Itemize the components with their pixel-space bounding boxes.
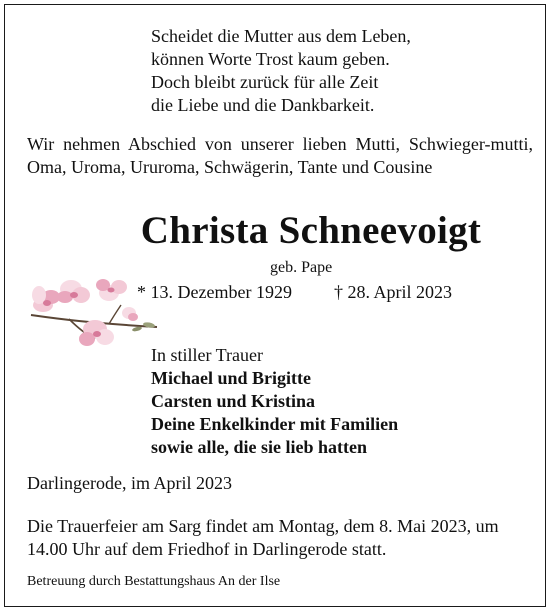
poem (151, 25, 411, 117)
obituary-frame (4, 4, 546, 607)
poem-line: Doch bleibt zurück für alle Zeit (151, 72, 379, 92)
mourners (151, 344, 398, 459)
life-dates (137, 281, 452, 304)
birth-date: * 13. Dezember 1929 (137, 282, 292, 302)
maiden-name: geb. Pape (270, 259, 333, 276)
mourners-intro: In stiller Trauer (151, 345, 263, 365)
poem-line: können Worte Trost kaum geben. (151, 49, 390, 69)
mourner-line: Deine Enkelkinder mit Familien (151, 414, 399, 434)
magnolia-blossom-icon (29, 267, 164, 352)
mourner-line: Carsten und Kristina (151, 391, 316, 411)
place-date: Darlingerode, im April 2023 (27, 473, 232, 493)
farewell-intro: Wir nehmen Abschied von unserer lieben Mutti, Schwieger-mutti, Oma, Uroma, Ururoma, Schwägerin, Tante und Cousine (27, 134, 533, 177)
poem-line: Scheidet die Mutter aus dem Leben, (151, 26, 411, 46)
funeral-service-info: Die Trauerfeier am Sarg findet am Montag, dem 8. Mai 2023, um 14.00 Uhr auf dem Friedhof in Darlingerode statt. (27, 516, 499, 559)
funeral-home: Betreuung durch Bestattungshaus An der Ilse (27, 574, 281, 589)
mourner-line: sowie alle, die sie lieb hatten (151, 437, 367, 457)
poem-line: die Liebe und die Dankbarkeit. (151, 95, 375, 115)
death-date: † 28. April 2023 (333, 282, 452, 302)
mourner-line: Michael und Brigitte (151, 368, 311, 388)
deceased-name: Christa Schneevoigt (140, 209, 482, 252)
